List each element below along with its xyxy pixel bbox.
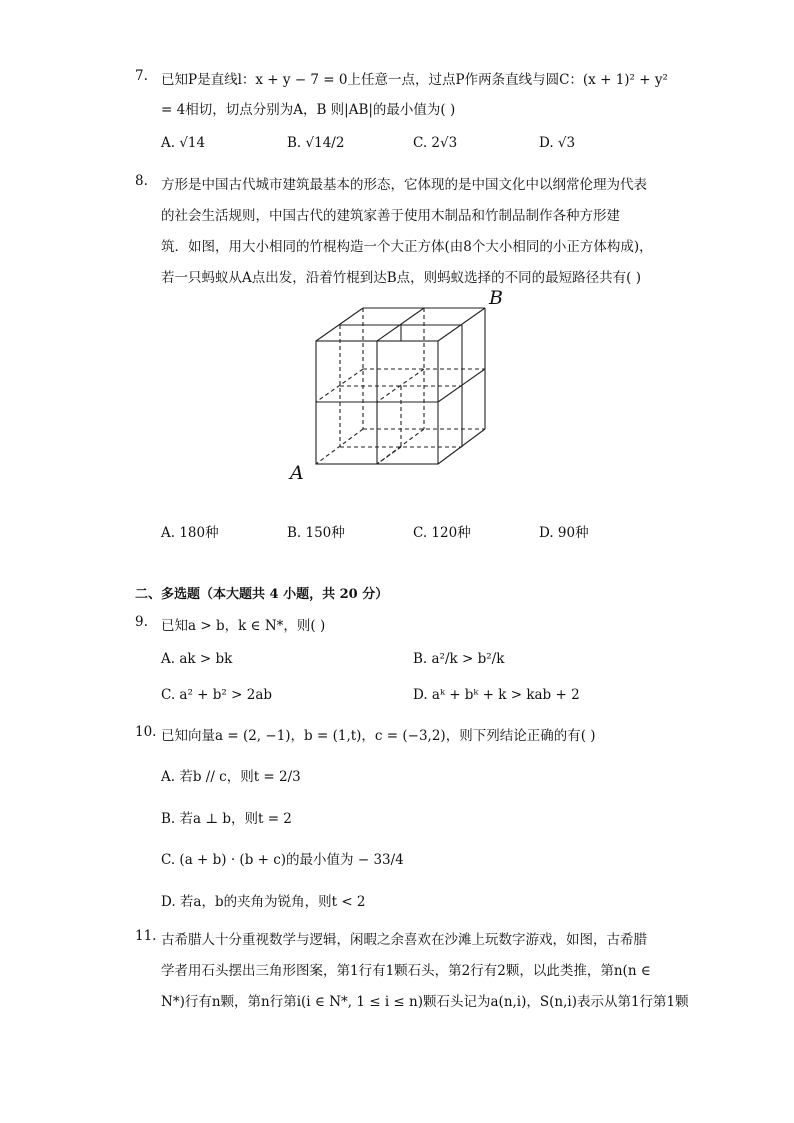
q9-option-c: C. a² + b² > 2ab bbox=[161, 687, 273, 703]
q11-number: 11. bbox=[135, 928, 157, 944]
q8-stem-line3: 筑．如图，用大小相同的竹棍构造一个大正方体(由8个大小相同的小正方体构成)， bbox=[161, 239, 653, 255]
q8-stem-line4: 若一只蚂蚁从A点出发，沿着竹棍到达B点，则蚂蚁选择的不同的最短路径共有( ) bbox=[161, 270, 641, 286]
q11-stem-line3: N*)行有n颗，第n行第i(i ∈ N*, 1 ≤ i ≤ n)颗石头记为a(n,i)，S(n,i)表示从第1行第1颗 bbox=[161, 994, 689, 1010]
q7-stem-line2: = 4相切，切点分别为A，B 则|AB|的最小值为( ) bbox=[161, 102, 456, 118]
q10-number: 10. bbox=[135, 724, 157, 740]
q9-number: 9. bbox=[135, 614, 148, 630]
section-title: 二、多选题（本大题共 4 小题，共 20 分） bbox=[135, 587, 389, 602]
q7-option-b: B. √14/2 bbox=[287, 135, 345, 151]
point-a-label: A bbox=[290, 462, 304, 484]
q10-option-b: B. 若a ⊥ b，则t = 2 bbox=[161, 811, 292, 827]
q7-option-c: C. 2√3 bbox=[413, 135, 458, 151]
point-b-label: B bbox=[489, 287, 503, 309]
q10-option-d: D. 若a，b的夹角为锐角，则t < 2 bbox=[161, 894, 366, 910]
q8-option-b: B. 150种 bbox=[287, 525, 345, 541]
q8-number: 8. bbox=[135, 173, 148, 189]
q9-option-b: B. a²/k > b²/k bbox=[413, 651, 505, 667]
q7-stem-line1: 已知P是直线l：x + y − 7 = 0上任意一点，过点P作两条直线与圆C：(x + 1)² + y² bbox=[161, 72, 668, 88]
q10-option-a: A. 若b // c，则t = 2/3 bbox=[161, 769, 301, 785]
q11-stem-line1: 古希腊人十分重视数学与逻辑，闲暇之余喜欢在沙滩上玩数字游戏，如图，古希腊 bbox=[161, 932, 647, 948]
q10-option-c: C. (a + b) · (b + c)的最小值为 − 33/4 bbox=[161, 852, 404, 868]
q7-number: 7. bbox=[135, 68, 148, 84]
q10-stem: 已知向量a = (2, −1)，b = (1,t)，c = (−3,2)，则下列结论正确的有( ) bbox=[161, 728, 596, 744]
q8-option-c: C. 120种 bbox=[413, 525, 471, 541]
q7-option-d: D. √3 bbox=[539, 135, 576, 151]
q8-stem-line2: 的社会生活规则，中国古代的建筑家善于使用木制品和竹制品制作各种方形建 bbox=[161, 208, 620, 224]
q9-option-a: A. ak > bk bbox=[161, 651, 233, 667]
q9-option-d: D. aᵏ + bᵏ + k > kab + 2 bbox=[413, 687, 580, 703]
q9-stem: 已知a > b，k ∈ N*，则( ) bbox=[161, 618, 326, 634]
q11-stem-line2: 学者用石头摆出三角形图案，第1行有1颗石头，第2行有2颗，以此类推，第n(n ∈ bbox=[161, 963, 651, 979]
q8-option-a: A. 180种 bbox=[161, 525, 219, 541]
q8-stem-line1: 方形是中国古代城市建筑最基本的形态，它体现的是中国文化中以纲常伦理为代表 bbox=[161, 177, 647, 193]
cube-figure bbox=[280, 285, 520, 490]
q8-option-d: D. 90种 bbox=[539, 525, 589, 541]
q7-option-a: A. √14 bbox=[161, 135, 206, 151]
